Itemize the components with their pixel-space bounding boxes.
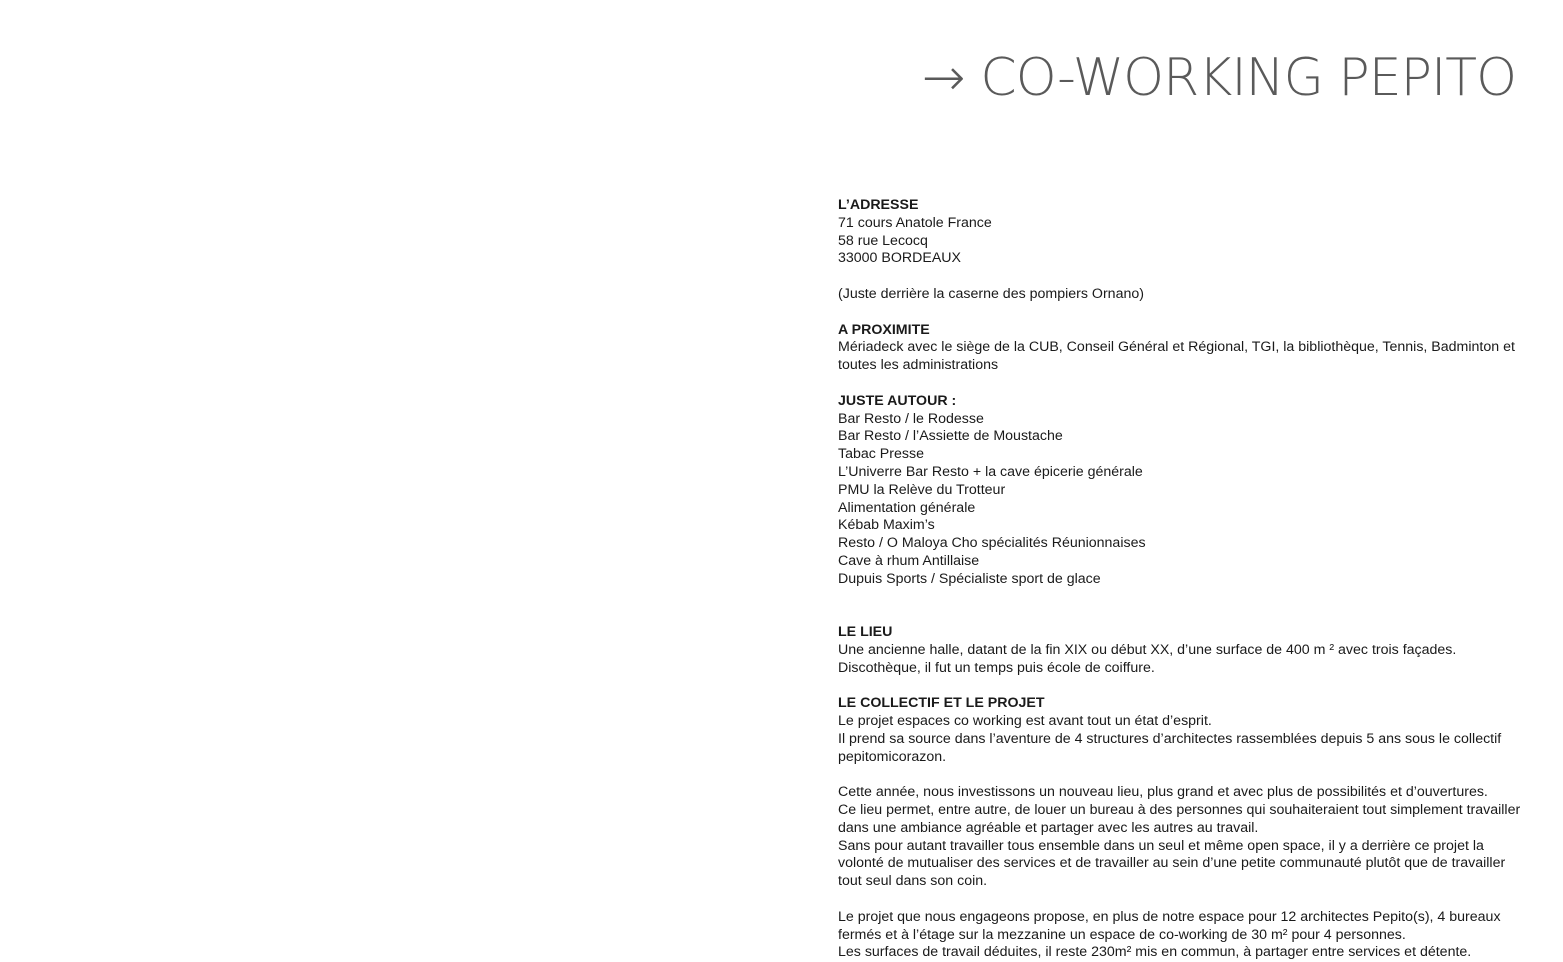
list-item: Cave à rhum Antillaise — [838, 552, 980, 569]
list-item: Kébab Maxim’s — [838, 517, 935, 534]
address-line: 71 cours Anatole France — [838, 214, 992, 231]
list-item: Bar Resto / l’Assiette de Moustache — [838, 428, 1063, 445]
list-item: Resto / O Maloya Cho spécialités Réunionnaises — [838, 535, 1146, 552]
arrow-right-icon: → — [921, 48, 965, 108]
list-item: L’Univerre Bar Resto + la cave épicerie générale — [838, 463, 1143, 480]
section-heading-autour: JUSTE AUTOUR : — [838, 392, 957, 409]
list-item: Bar Resto / le Rodesse — [838, 410, 984, 427]
section-heading-proximite: A PROXIMITE — [838, 321, 930, 338]
section-heading-lieu: LE LIEU — [838, 624, 893, 641]
address-line: 58 rue Lecocq — [838, 232, 928, 249]
list-item: Dupuis Sports / Spécialiste sport de glace — [838, 570, 1101, 587]
collectif-text: Les surfaces de travail déduites, il reste 230m² mis en commun, à partager entre services et détente. — [838, 944, 1472, 961]
collectif-text: Cette année, nous investissons un nouveau lieu, plus grand et avec plus de possibilités et d’ouvertures. — [838, 784, 1488, 801]
collectif-text: Le projet espaces co working est avant tout un état d’esprit. — [838, 713, 1212, 730]
collectif-text: Sans pour autant travailler tous ensemble dans un seul et même open space, il y a derrière ce projet la volonté de mutualiser des services et de travailler au sein d’une petite communauté plutôt que de travailler tout seul dans son coin. — [838, 837, 1506, 890]
list-item: Tabac Presse — [838, 446, 924, 463]
lieu-text: Une ancienne halle, datant de la fin XIX ou début XX, d’une surface de 400 m ² avec trois façades. — [838, 641, 1457, 658]
list-item: PMU la Relève du Trotteur — [838, 481, 1006, 498]
section-heading-adresse: L’ADRESSE — [838, 197, 919, 213]
address-note: (Juste derrière la caserne des pompiers Ornano) — [838, 285, 1144, 302]
proximite-text: Mériadeck avec le siège de la CUB, Conseil Général et Régional, TGI, la bibliothèque, Tennis, Badminton et toutes les administrations — [838, 339, 1515, 374]
list-item: Alimentation générale — [838, 499, 976, 516]
collectif-text: Le projet que nous engageons propose, en plus de notre espace pour 12 architectes Pepito(s), 4 bureaux fermés et à l’étage sur la mezzanine un espace de co-working de 30 m² pour 4 personnes. — [838, 908, 1501, 943]
lieu-text: Discothèque, il fut un temps puis école de coiffure. — [838, 659, 1155, 676]
collectif-text: Ce lieu permet, entre autre, de louer un bureau à des personnes qui souhaiteraient tout simplement travailler dans une ambiance agréable et partager avec les autres au travail. — [838, 802, 1521, 836]
section-heading-collectif: LE COLLECTIF ET LE PROJET — [838, 695, 1045, 712]
page-title — [921, 48, 1516, 108]
page-title-text: CO-WORKING PEPITO — [980, 48, 1516, 108]
address-line: 33000 BORDEAUX — [838, 250, 962, 267]
collectif-text: Il prend sa source dans l’aventure de 4 structures d’architectes rassemblées depuis 5 ans sous le collectif pepitomicorazon. — [838, 730, 1502, 765]
document-body — [838, 197, 1528, 962]
